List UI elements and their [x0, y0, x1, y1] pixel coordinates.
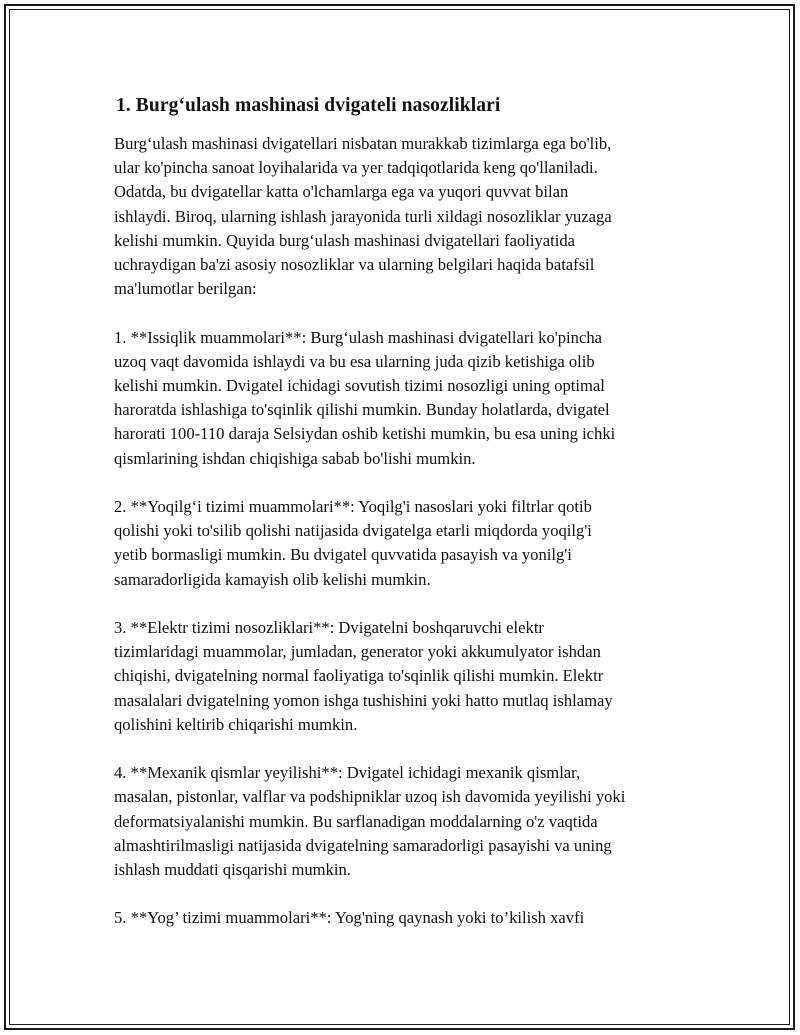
document-body [114, 92, 694, 955]
item-elektr-paragraph: 3. **Elektr tizimi nosozliklari**: Dvigatelni boshqaruvchi elektr tizimlaridagi muammolar, jumladan, generator yoki akkumulyator ishdan chiqishi, dvigatelning normal faoliyatiga to'sqinlik qilishi mumkin. Elektr masalalari dvigatelning yomon ishga tushishini yoki hatto mutlaq ishlamay qolishini keltirib chiqarishi mumkin. [114, 618, 613, 734]
item-mexanik-paragraph: 4. **Mexanik qismlar yeyilishi**: Dvigatel ichidagi mexanik qismlar, masalan, pistonlar, valflar va podshipniklar uzoq ish davomida yeyilishi yoki deformatsiyalanishi mumkin. Bu sarflanadigan moddalarning o'z vaqtida almashtirilmasligi natijasida dvigatelning samaradorligi pasayishi va uning ishlash muddati qisqarishi mumkin. [114, 763, 626, 880]
intro-paragraph: Burg‘ulash mashinasi dvigatellari nisbatan murakkab tizimlarga ega bo'lib, ular ko'pincha sanoat loyihalarida va yer tadqiqotlarida keng qo'llaniladi. Odatda, bu dvigatellar katta o'lchamlarga ega va yuqori quvvat bilan ishlaydi. Biroq, ularning ishlash jarayonida turli xildagi nosozliklar yuzaga kelishi mumkin. Quyida burg‘ulash mashinasi dvigatellari faoliyatida uchraydigan ba'zi asosiy nosozliklar va ularning belgilari haqida batafsil ma'lumotlar berilgan: [114, 134, 612, 299]
item-issiqlik-paragraph: 1. **Issiqlik muammolari**: Burg‘ulash mashinasi dvigatellari ko'pincha uzoq vaqt davomida ishlaydi va bu esa ularning juda qizib ketishiga olib kelishi mumkin. Dvigatel ichidagi sovutish tizimi nosozligi uning optimal haroratda ishlashiga to'sqinlik qilishi mumkin. Bunday holatlarda, dvigatel harorati 100-110 daraja Selsiydan oshib ketishi mumkin, bu esa uning ichki qismlarining ishdan chiqishiga sabab bo'lishi mumkin. [114, 327, 616, 468]
document-heading: 1. Burg‘ulash mashinasi dvigateli nasozliklari [116, 95, 501, 116]
item-yog-paragraph: 5. **Yog’ tizimi muammolari**: Yog'ning qaynash yoki to’kilish xavfi [114, 908, 585, 928]
item-yoqilgi-paragraph: 2. **Yoqilg‘i tizimi muammolari**: Yoqilg'i nasoslari yoki filtrlar qotib qolishi yoki to'silib qolishi natijasida dvigatelga etarli miqdorda yoqilg'i yetib bormasligi mumkin. Bu dvigatel quvvatida pasayish va yonilg'i samaradorligida kamayish olib kelishi mumkin. [114, 497, 592, 589]
